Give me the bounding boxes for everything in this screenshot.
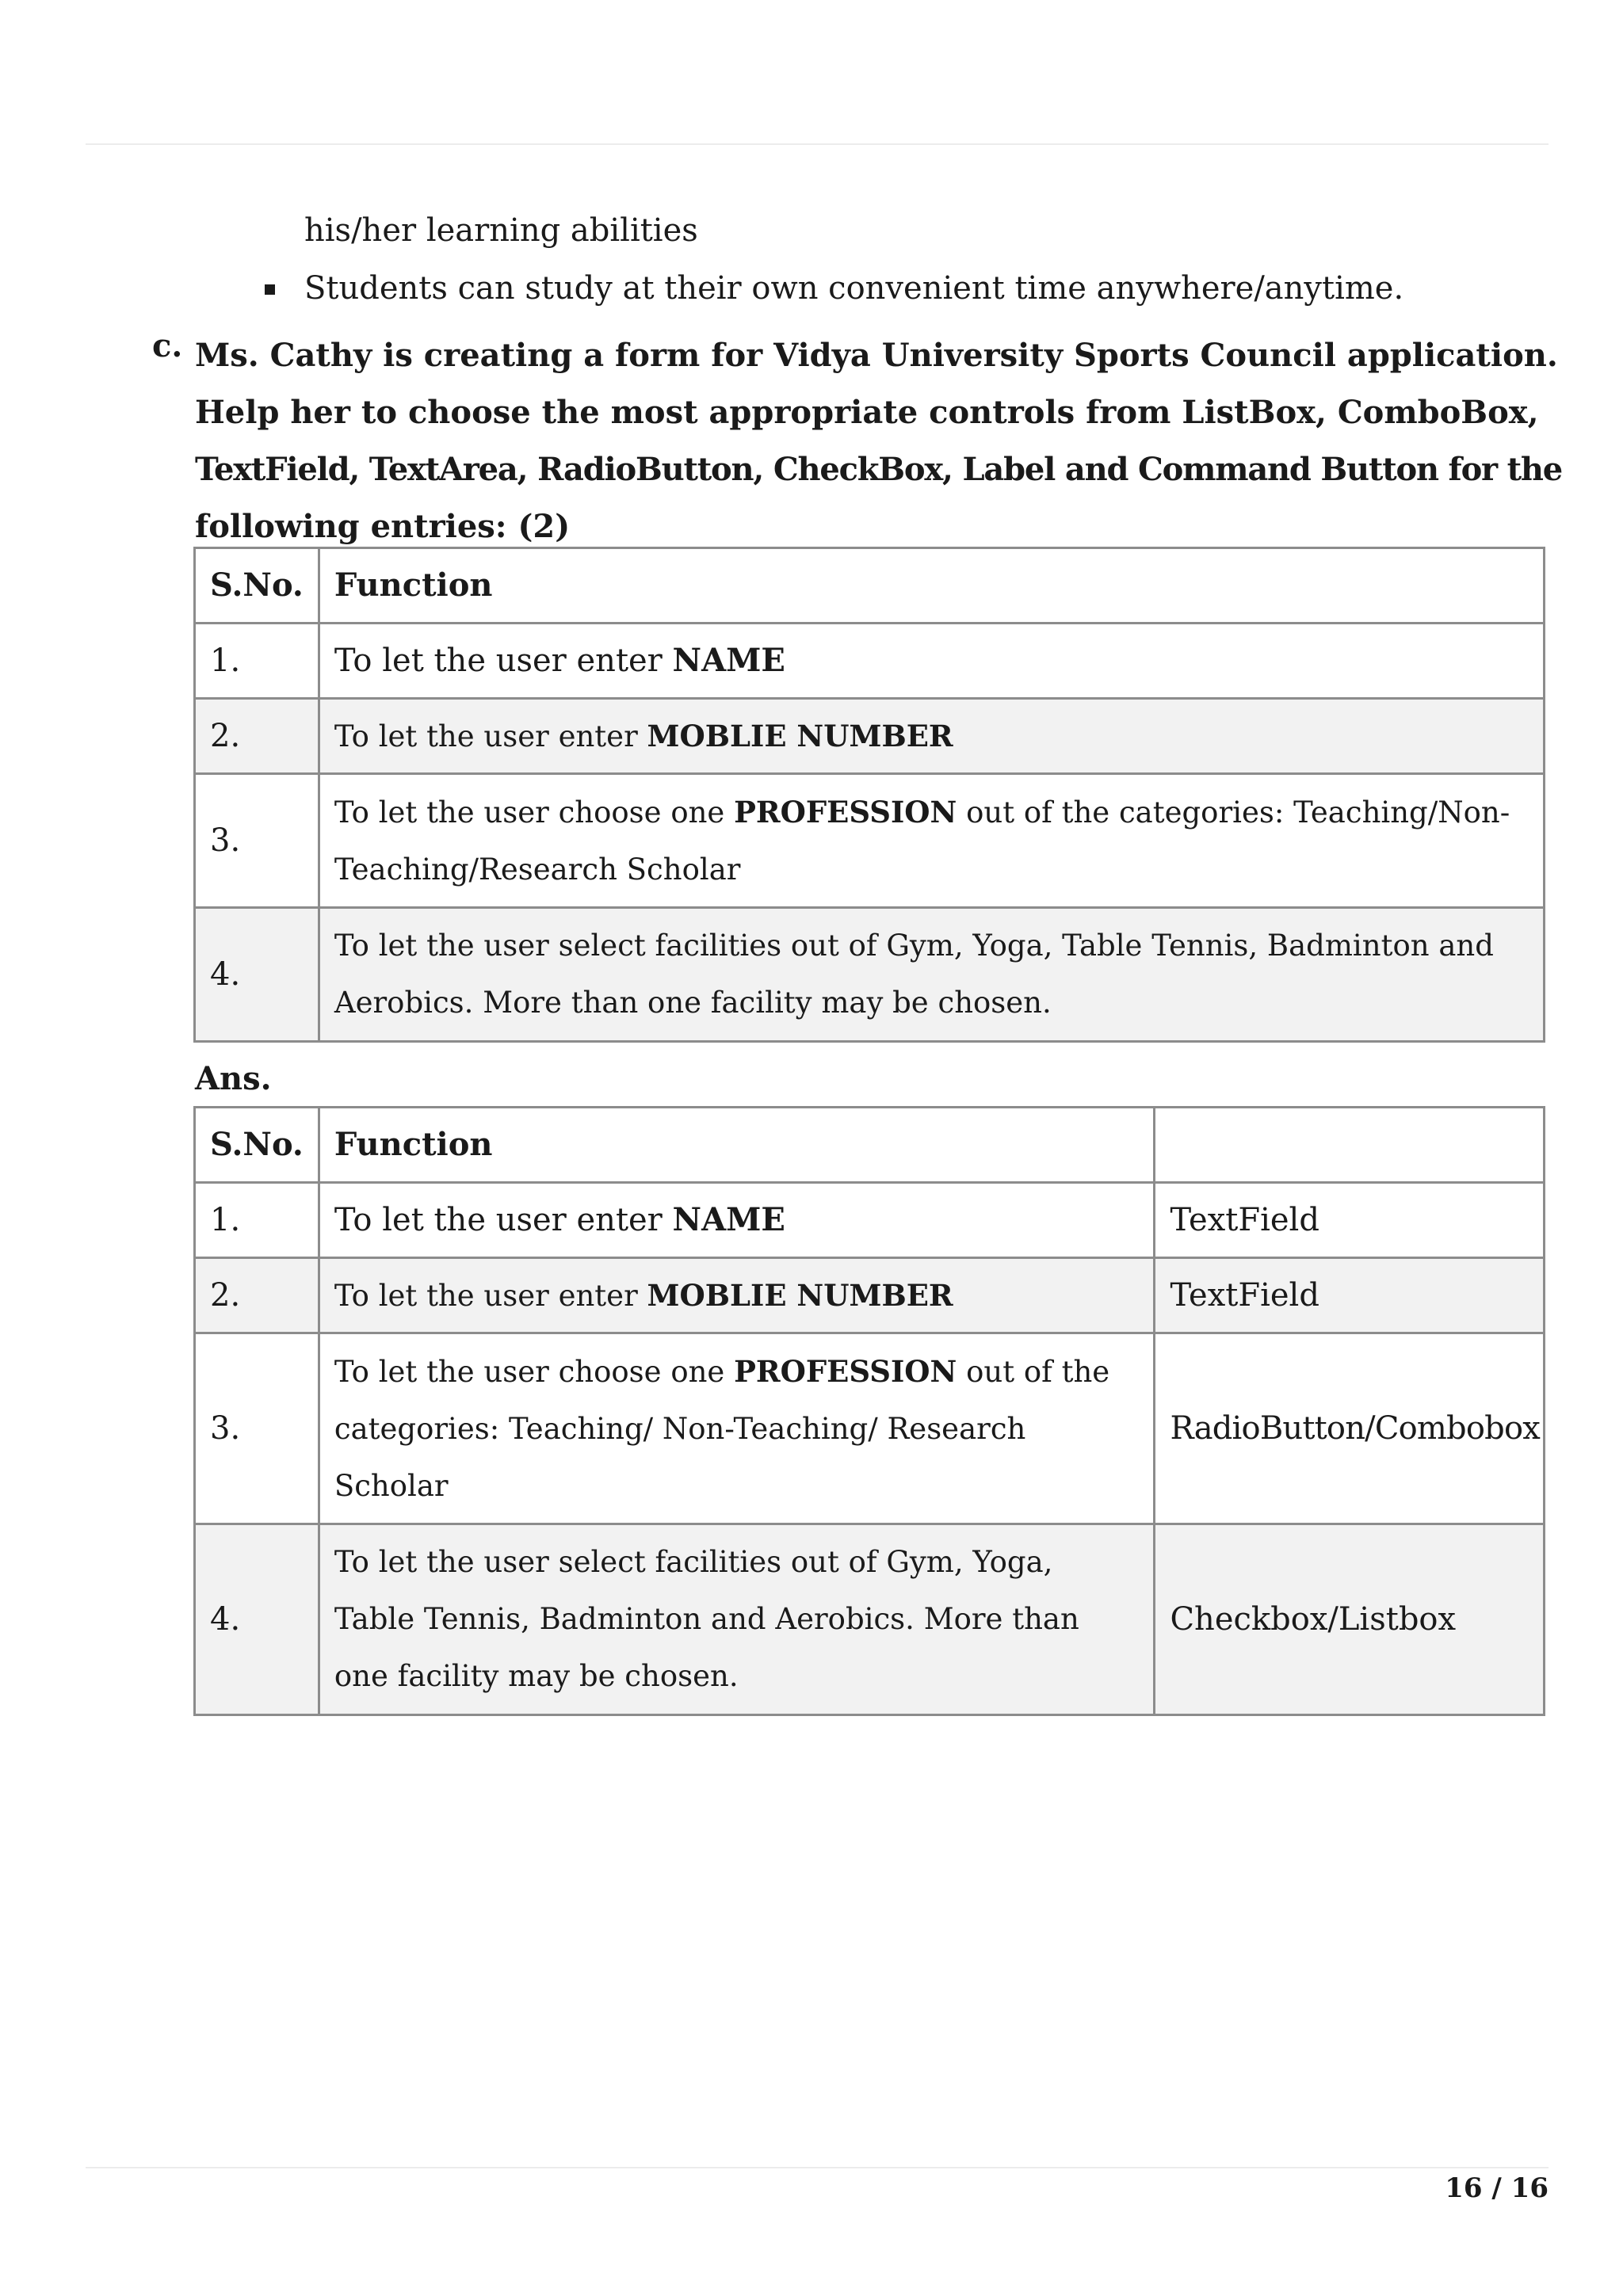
question-line-2: Help her to choose the most appropriate controls from ListBox, ComboBox, bbox=[195, 394, 1539, 431]
row-number: 4. bbox=[195, 1524, 319, 1715]
table-row bbox=[195, 624, 1545, 699]
question-letter: c. bbox=[152, 327, 183, 364]
row-number: 1. bbox=[195, 1183, 319, 1258]
question-line-3: TextField, TextArea, RadioButton, CheckBox, Label and Command Button for the bbox=[195, 451, 1563, 488]
table-row bbox=[195, 1524, 1545, 1715]
continued-text: his/her learning abilities bbox=[304, 212, 698, 249]
question-line-4: following entries: (2) bbox=[195, 508, 571, 545]
page-number: 16 / 16 bbox=[1445, 2172, 1549, 2204]
row-function: To let the user enter MOBLIE NUMBER bbox=[319, 699, 1544, 774]
row-function: To let the user enter MOBLIE NUMBER bbox=[319, 1258, 1155, 1333]
question-line-1: Ms. Cathy is creating a form for Vidya University Sports Council application. bbox=[195, 337, 1558, 374]
row-control: Checkbox/Listbox bbox=[1155, 1524, 1545, 1715]
row-number: 2. bbox=[195, 699, 319, 774]
table-row bbox=[195, 1183, 1545, 1258]
row-function: To let the user choose one PROFESSION out of the categories: Teaching/ Non-Teaching/ Research Scholar bbox=[319, 1333, 1155, 1524]
header-cell-function: Function bbox=[319, 548, 1544, 624]
header-cell-sno: S.No. bbox=[195, 548, 319, 624]
table-row bbox=[195, 908, 1545, 1042]
footer-rule bbox=[86, 2167, 1549, 2168]
row-number: 3. bbox=[195, 1333, 319, 1524]
table-row bbox=[195, 774, 1545, 908]
answer-label: Ans. bbox=[195, 1060, 272, 1097]
question-text bbox=[195, 327, 1563, 555]
table-row bbox=[195, 1258, 1545, 1333]
row-control: RadioButton/Combobox bbox=[1155, 1333, 1545, 1524]
header-cell-function: Function bbox=[319, 1108, 1155, 1183]
header-cell-control bbox=[1155, 1108, 1545, 1183]
row-function: To let the user choose one PROFESSION out of the categories: Teaching/Non-Teaching/Research Scholar bbox=[319, 774, 1544, 908]
row-function: To let the user select facilities out of Gym, Yoga, Table Tennis, Badminton and Aerobics. More than one facility may be chosen. bbox=[319, 1524, 1155, 1715]
bullet-item: Students can study at their own convenient time anywhere/anytime. bbox=[304, 270, 1404, 307]
header-cell-sno: S.No. bbox=[195, 1108, 319, 1183]
header-rule bbox=[86, 143, 1549, 145]
answer-table bbox=[193, 1106, 1545, 1716]
row-function: To let the user select facilities out of Gym, Yoga, Table Tennis, Badminton and Aerobics. More than one facility may be chosen. bbox=[319, 908, 1544, 1042]
row-control: TextField bbox=[1155, 1183, 1545, 1258]
question-table bbox=[193, 547, 1545, 1043]
row-number: 1. bbox=[195, 624, 319, 699]
row-function: To let the user enter NAME bbox=[319, 1183, 1155, 1258]
row-number: 4. bbox=[195, 908, 319, 1042]
table-header-row bbox=[195, 548, 1545, 624]
row-control: TextField bbox=[1155, 1258, 1545, 1333]
row-number: 2. bbox=[195, 1258, 319, 1333]
table-row bbox=[195, 699, 1545, 774]
square-bullet-icon bbox=[265, 284, 275, 295]
table-row bbox=[195, 1333, 1545, 1524]
row-number: 3. bbox=[195, 774, 319, 908]
row-function: To let the user enter NAME bbox=[319, 624, 1544, 699]
table-header-row bbox=[195, 1108, 1545, 1183]
